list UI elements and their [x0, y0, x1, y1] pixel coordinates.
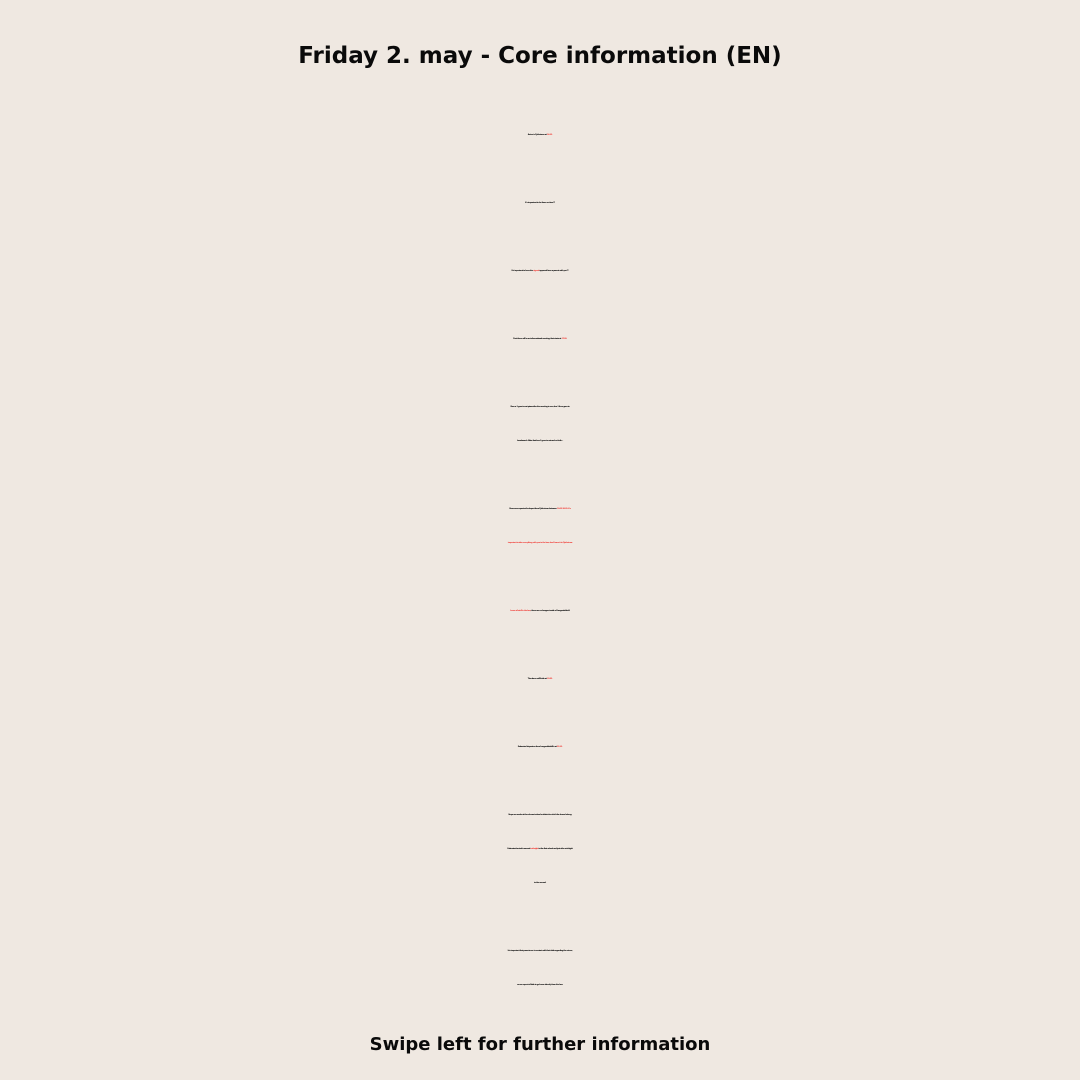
- depart-time: 18:15-18:30. It‘s: [557, 508, 571, 510]
- stops-midnight: midnight: [530, 848, 539, 850]
- depart-paragraph: [0, 492, 1080, 560]
- pizza-line-2: handsearch. After that bus 2 goes to eat and so forth...: [517, 440, 563, 442]
- stops-line-2-after: to the first school and just after midnight: [538, 848, 573, 850]
- meeting-time: 17:00.: [561, 338, 567, 340]
- meeting-paragraph: [0, 322, 1080, 356]
- departure-text: Estimated departure from Laugardalshöll is at: [517, 746, 557, 748]
- stops-line-3: to the second.: [534, 882, 546, 884]
- stuff-highlight: Leave all stuff in the bus: [510, 610, 531, 612]
- stops-line-1: Stops are made at the relevant school or district to which the buses belong.: [508, 814, 572, 816]
- swipe-hint: Swipe left for further information: [369, 1034, 711, 1055]
- on-time-paragraph: [0, 186, 1080, 220]
- departure-paragraph: [0, 730, 1080, 764]
- stuff-paragraph: [0, 594, 1080, 628]
- departure-time: 23:10.: [556, 746, 563, 748]
- on-time-text: It’s important to be there on time!!!: [525, 202, 555, 204]
- page-title: Friday 2. may - Core information (EN): [298, 43, 782, 69]
- pizza-paragraph: [0, 390, 1080, 458]
- dance-paragraph: [0, 662, 1080, 696]
- meeting-text: First there will be an informational meeting, that starts at: [513, 338, 562, 340]
- depart-text: Buses are expected to depart from Fjörheimar between: [509, 508, 558, 510]
- parents-line-1: It is important that parents are in contact with their kids regarding the return,: [507, 950, 573, 952]
- stuff-text: , there are no hangers inside of Laugardalshöll.: [530, 610, 570, 612]
- dance-time: 22:50.: [547, 678, 553, 680]
- arrive-paragraph: [0, 118, 1080, 152]
- parents-line-2: as we expect all kids to go home directly from the bus.: [517, 984, 563, 986]
- approval-text-before: It’s important to have the: [511, 270, 534, 272]
- arrive-time: 16:30.: [546, 134, 553, 136]
- arrive-text: Arrive in Fjörheimar at: [527, 134, 547, 136]
- approval-paragraph: [0, 254, 1080, 288]
- stops-line-2-before: Estimated arrival is around: [507, 848, 531, 850]
- approval-highlight: signed: [533, 270, 539, 272]
- stops-paragraph: [0, 798, 1080, 900]
- pizza-line-1: Bus nr. 1 goes to eat pizza after the meeting is over, bus 1 then goes to: [510, 406, 570, 408]
- dance-text: The dance will finish at: [527, 678, 548, 680]
- parents-paragraph: [0, 934, 1080, 1002]
- depart-warning: important to take everything with you to the bus, don‘t leave it in Fjörheimar.: [507, 542, 573, 544]
- approval-text-after: approval from a parent with you!!!: [539, 270, 569, 272]
